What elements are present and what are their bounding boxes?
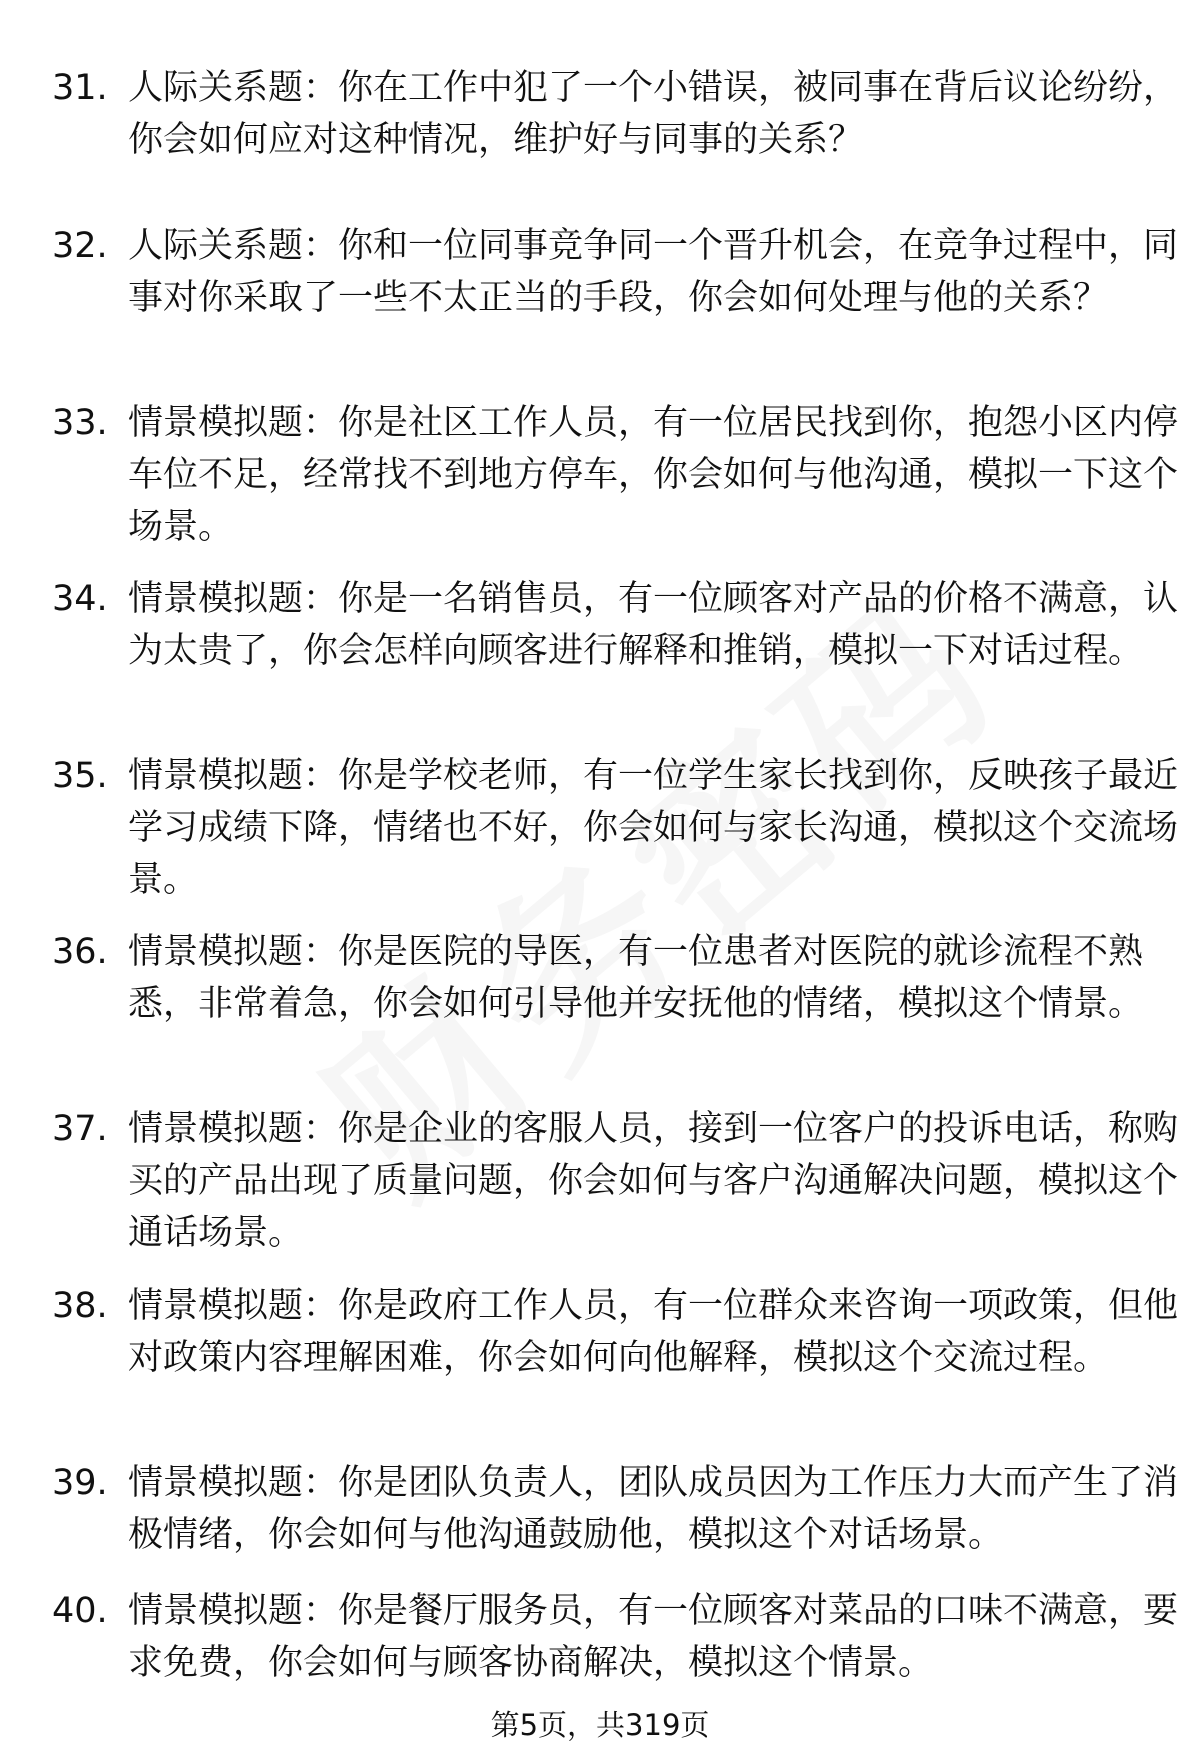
question-item	[52, 62, 1179, 166]
question-item	[52, 750, 1179, 906]
question-text: 情景模拟题：你是学校老师，有一位学生家长找到你，反映孩子最近学习成绩下降，情绪也不好，你会如何与家长沟通，模拟这个交流场景。	[128, 756, 1179, 900]
question-item	[52, 397, 1179, 553]
question-number: 40.	[52, 1591, 108, 1631]
question-number: 31.	[52, 68, 108, 108]
question-text: 情景模拟题：你是政府工作人员，有一位群众来咨询一项政策，但他对政策内容理解困难，你会如何向他解释，模拟这个交流过程。	[128, 1286, 1179, 1378]
question-number: 35.	[52, 756, 108, 796]
question-text: 情景模拟题：你是医院的导医，有一位患者对医院的就诊流程不熟悉，非常着急，你会如何引导他并安抚他的情绪，模拟这个情景。	[128, 932, 1144, 1024]
question-text: 情景模拟题：你是企业的客服人员，接到一位客户的投诉电话，称购买的产品出现了质量问题，你会如何与客户沟通解决问题，模拟这个通话场景。	[128, 1109, 1179, 1253]
question-number: 38.	[52, 1286, 108, 1326]
question-text: 情景模拟题：你是餐厅服务员，有一位顾客对菜品的口味不满意，要求免费，你会如何与顾客协商解决，模拟这个情景。	[128, 1591, 1179, 1683]
question-item	[52, 573, 1179, 677]
question-item	[52, 220, 1179, 324]
question-number: 32.	[52, 226, 108, 266]
question-item	[52, 1585, 1179, 1689]
question-item	[52, 1457, 1179, 1561]
question-number: 39.	[52, 1463, 108, 1503]
question-number: 34.	[52, 579, 108, 619]
question-text: 情景模拟题：你是一名销售员，有一位顾客对产品的价格不满意，认为太贵了，你会怎样向顾客进行解释和推销，模拟一下对话过程。	[128, 579, 1179, 671]
question-number: 36.	[52, 932, 108, 972]
question-item	[52, 926, 1152, 1030]
question-text: 情景模拟题：你是社区工作人员，有一位居民找到你，抱怨小区内停车位不足，经常找不到地方停车，你会如何与他沟通，模拟一下这个场景。	[128, 403, 1179, 547]
question-text: 人际关系题：你和一位同事竞争同一个晋升机会，在竞争过程中，同事对你采取了一些不太正当的手段，你会如何处理与他的关系？	[128, 226, 1179, 318]
page-number-footer: 第5页，共319页	[490, 1708, 710, 1742]
question-text: 情景模拟题：你是团队负责人，团队成员因为工作压力大而产生了消极情绪，你会如何与他沟通鼓励他，模拟这个对话场景。	[128, 1463, 1179, 1555]
question-item	[52, 1103, 1179, 1259]
question-number: 37.	[52, 1109, 108, 1149]
question-text: 人际关系题：你在工作中犯了一个小错误，被同事在背后议论纷纷，你会如何应对这种情况，维护好与同事的关系？	[128, 68, 1179, 160]
question-item	[52, 1280, 1179, 1384]
question-number: 33.	[52, 403, 108, 443]
